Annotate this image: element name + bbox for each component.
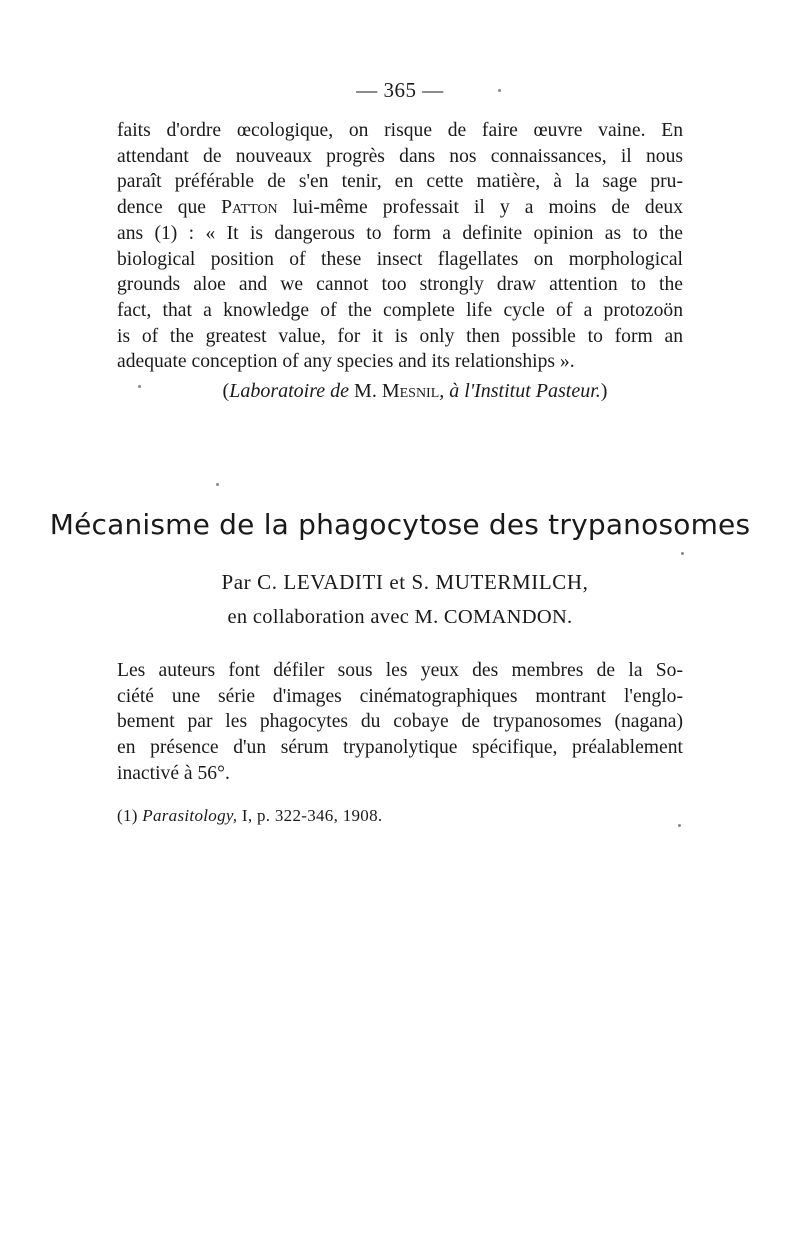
credit-comma: , — [439, 380, 450, 402]
credit-paren-close: ) — [600, 380, 608, 402]
credit-institut: à l'Institut Pasteur. — [449, 380, 601, 402]
credit-name-mesnil: Mesnil — [381, 380, 440, 402]
text-line-patton — [117, 195, 683, 221]
authors-byline: Par C. LEVADITI et S. MUTERMILCH, — [221, 570, 589, 594]
text-fragment: dence que — [117, 197, 207, 219]
author-name-patton: Patton — [221, 197, 278, 219]
paragraph-cinematography — [117, 658, 683, 787]
text-line: inactivé à 56°. — [117, 762, 230, 784]
footnote-marker: (1) — [117, 806, 143, 825]
text-line: fact, that a knowledge of the complete life cycle of a protozoön — [117, 299, 683, 321]
text-line: biological position of these insect flagellates on morphological — [117, 248, 683, 270]
text-line: faits d'ordre œcologique, on risque de faire œuvre vaine. En — [117, 120, 683, 141]
print-speck — [498, 89, 501, 92]
text-fragment: lui-même professait il y a moins de deux — [292, 197, 684, 219]
text-line: paraît préférable de s'en tenir, en cette matière, à la sage pru- — [117, 171, 683, 193]
print-speck — [138, 385, 141, 388]
laboratory-credit — [0, 380, 800, 403]
credit-paren-open: ( — [222, 380, 230, 402]
footnote-reference: I, p. 322-346, 1908. — [237, 806, 383, 825]
collaboration-line: en collaboration avec M. COMANDON. — [227, 606, 573, 628]
paragraph-ecology — [117, 118, 683, 375]
print-speck — [216, 483, 219, 486]
credit-lab-text: Laboratoire de — [229, 380, 350, 402]
credit-m: M. — [349, 380, 382, 402]
text-line: Les auteurs font défiler sous les yeux des membres de la So- — [117, 660, 683, 681]
footnote-journal: Parasitology, — [142, 806, 238, 825]
text-line: ciété une série d'images cinématographiques montrant l'englo- — [117, 685, 683, 707]
text-line: bement par les phagocytes du cobaye de trypanosomes (nagana) — [117, 711, 683, 733]
text-line: en présence d'un sérum trypanolytique spécifique, préalablement — [117, 737, 683, 759]
text-line: ans (1) : « It is dangerous to form a definite opinion as to the — [117, 222, 683, 244]
text-line: grounds aloe and we cannot too strongly draw attention to the — [117, 274, 683, 296]
text-line: adequate conception of any species and its relationships ». — [117, 351, 575, 373]
print-speck — [681, 552, 684, 555]
text-line: is of the greatest value, for it is only then possible to form an — [117, 325, 683, 347]
text-line: attendant de nouveaux progrès dans nos connaissances, il nous — [117, 145, 683, 167]
footnote — [117, 806, 382, 826]
article-title: Mécanisme de la phagocytose des trypanosomes — [49, 508, 751, 541]
page-number: — 365 — — [356, 78, 444, 102]
print-speck — [678, 824, 681, 827]
